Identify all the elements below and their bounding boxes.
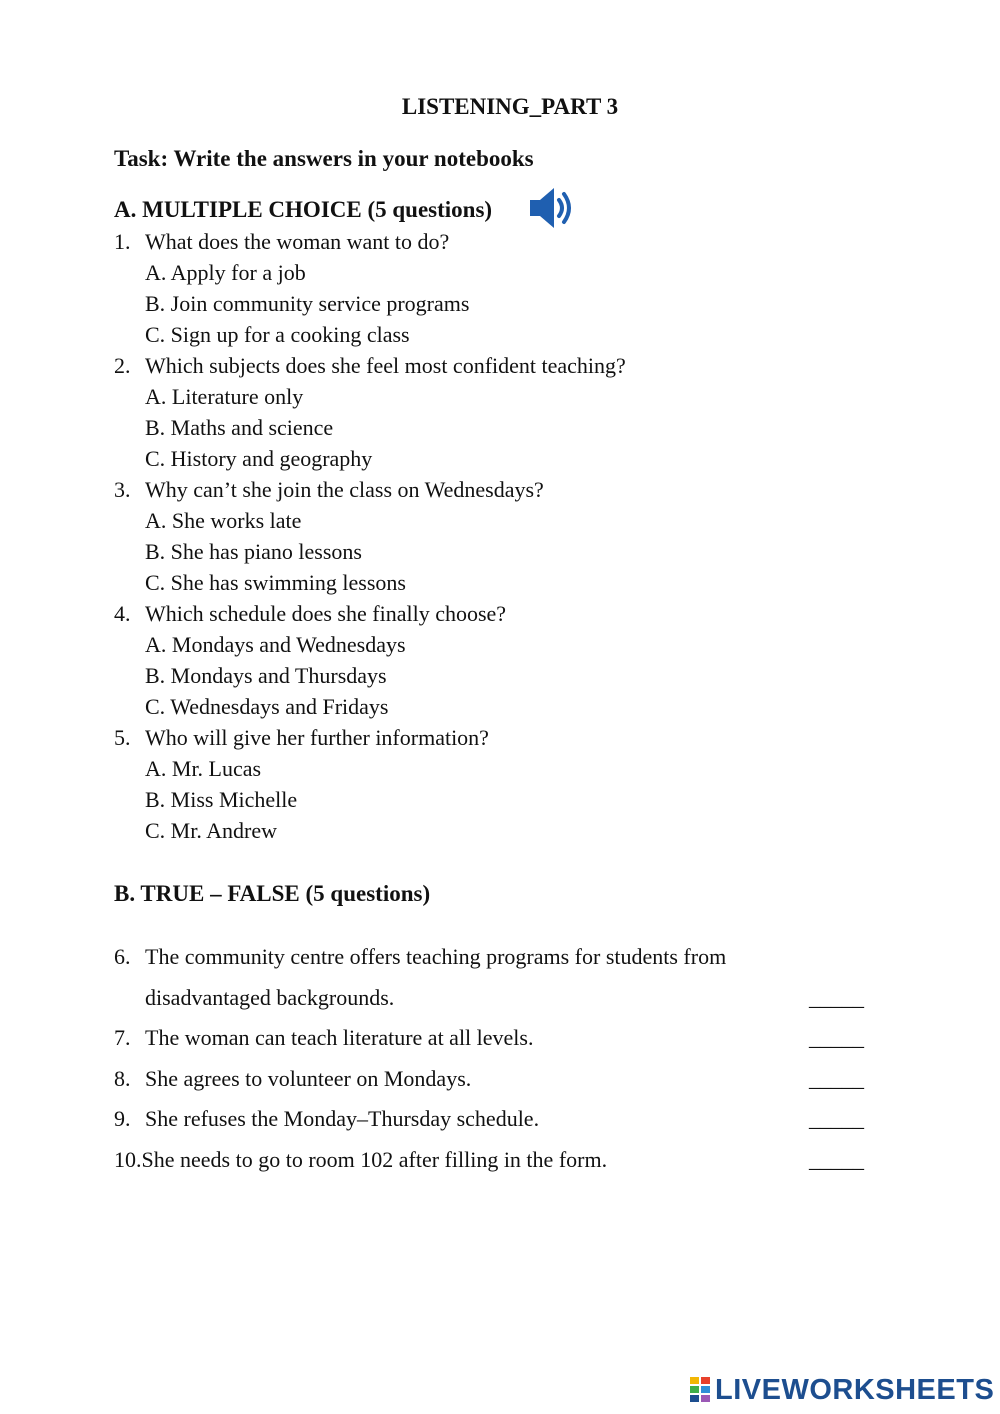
question-row — [114, 724, 626, 755]
question-number: 8. — [114, 1065, 131, 1091]
tf-question-row — [114, 1065, 874, 1106]
section-b-heading: B. TRUE – FALSE (5 questions) — [114, 881, 431, 906]
answer-option: C. Mr. Andrew — [145, 818, 277, 843]
answer-option: A. Literature only — [145, 384, 304, 409]
answer-blank[interactable]: _____ — [809, 1025, 864, 1051]
logo-text: LIVEWORKSHEETS — [715, 1373, 995, 1406]
answer-option: B. She has piano lessons — [145, 539, 362, 564]
section-a-heading: A. MULTIPLE CHOICE (5 questions) — [114, 197, 493, 222]
tf-question-row — [114, 1105, 874, 1146]
question-text: The community centre offers teaching programs for students from — [145, 944, 727, 969]
answer-option: B. Miss Michelle — [145, 787, 298, 812]
answer-option: B. Join community service programs — [145, 291, 470, 316]
answer-blank[interactable]: _____ — [809, 1106, 864, 1132]
question-number: 3. — [114, 477, 131, 502]
answer-blank[interactable]: _____ — [809, 1065, 864, 1091]
question-row — [114, 600, 626, 631]
question-text: disadvantaged backgrounds. — [145, 984, 395, 1010]
question-text: Who will give her further information? — [145, 725, 489, 750]
tf-question-row — [114, 943, 874, 984]
page-title: LISTENING_PART 3 — [401, 94, 619, 119]
answer-blank[interactable]: _____ — [809, 1146, 864, 1172]
question-number: 5. — [114, 725, 131, 750]
tf-question-row — [114, 1146, 874, 1187]
question-row — [114, 352, 626, 383]
liveworksheets-logo-icon — [690, 1377, 712, 1403]
question-number: 9. — [114, 1106, 131, 1132]
answer-option: C. History and geography — [145, 446, 373, 471]
question-text: What does the woman want to do? — [145, 229, 450, 254]
answer-option: B. Mondays and Thursdays — [145, 663, 387, 688]
question-number: 1. — [114, 229, 131, 254]
question-row — [114, 228, 626, 259]
answer-option: A. Mr. Lucas — [145, 756, 262, 781]
question-text: She needs to go to room 102 after filling in the form. — [141, 1146, 608, 1172]
multiple-choice-list — [114, 228, 626, 848]
answer-option: C. She has swimming lessons — [145, 570, 406, 595]
task-instruction: Task: Write the answers in your notebooks — [114, 146, 534, 171]
question-row — [114, 476, 626, 507]
question-number: 6. — [114, 944, 131, 969]
question-text: Which schedule does she finally choose? — [145, 601, 507, 626]
answer-blank[interactable]: _____ — [809, 984, 864, 1010]
question-text: Which subjects does she feel most confident teaching? — [145, 353, 626, 378]
question-text: The woman can teach literature at all levels. — [145, 1025, 534, 1051]
speaker-icon[interactable] — [526, 182, 578, 234]
liveworksheets-logo[interactable] — [690, 1374, 994, 1406]
answer-option: A. Apply for a job — [145, 260, 306, 285]
answer-option: B. Maths and science — [145, 415, 334, 440]
question-number: 4. — [114, 601, 131, 626]
question-text: She refuses the Monday–Thursday schedule. — [145, 1106, 540, 1132]
tf-question-row — [114, 1024, 874, 1065]
question-number: 7. — [114, 1025, 131, 1051]
question-number: 2. — [114, 353, 131, 378]
answer-option: C. Wednesdays and Fridays — [145, 694, 389, 719]
question-text: Why can’t she join the class on Wednesdays? — [145, 477, 544, 502]
answer-option: C. Sign up for a cooking class — [145, 322, 410, 347]
question-number: 10. — [114, 1146, 142, 1172]
question-text: She agrees to volunteer on Mondays. — [145, 1065, 472, 1091]
answer-option: A. Mondays and Wednesdays — [145, 632, 406, 657]
answer-option: A. She works late — [145, 508, 302, 533]
true-false-list — [114, 943, 874, 1187]
tf-question-row — [114, 984, 874, 1025]
